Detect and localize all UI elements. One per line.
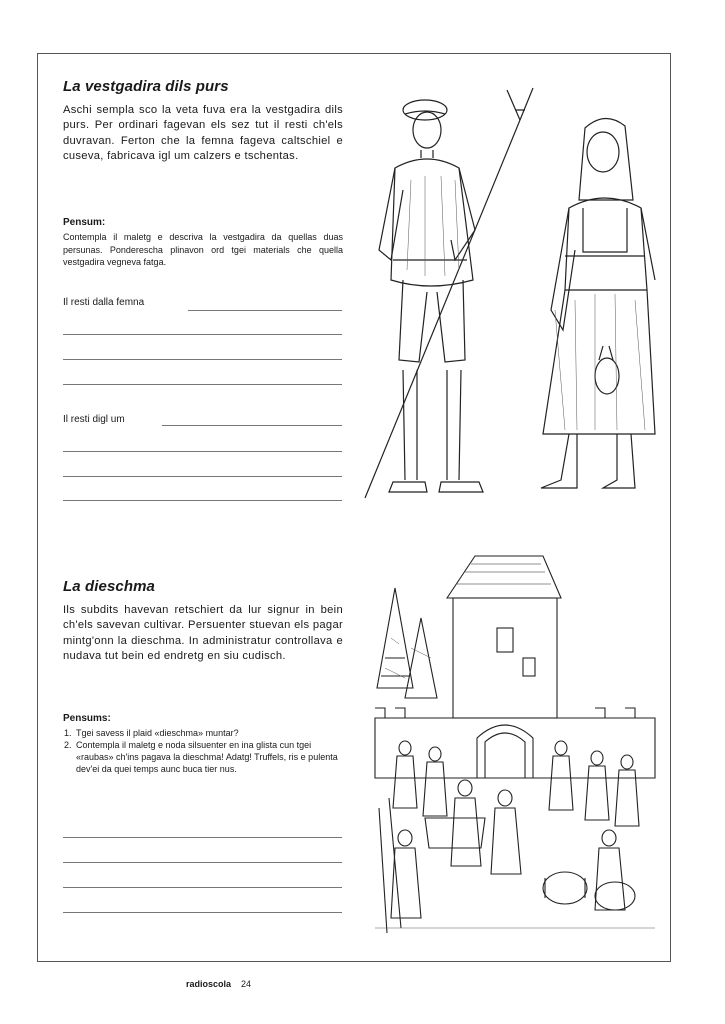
section-clothing [63, 78, 343, 165]
answer-line[interactable] [63, 862, 342, 863]
task-heading-clothing: Pensum: [63, 217, 106, 228]
answer-line[interactable] [63, 451, 342, 452]
page-number: 24 [241, 979, 252, 989]
answer-line[interactable] [63, 837, 342, 838]
answer-line[interactable] [63, 384, 342, 385]
task-text-clothing: Contempla il maletg e descriva la vestgadira da quellas duas persunas. Ponderescha plinavon ord tgei materials che quella vestgadira vegneva fatga. [63, 232, 343, 267]
task-heading-tithe: Pensums: [63, 713, 111, 724]
page-footer [186, 979, 251, 989]
answer-line[interactable] [162, 425, 342, 426]
answer-label-woman: Il resti dalla femna [63, 297, 145, 308]
answer-line[interactable] [63, 912, 342, 913]
answer-line[interactable] [63, 334, 342, 335]
answer-line[interactable] [63, 887, 342, 888]
illustration-tithe-scene [365, 548, 660, 938]
answer-line[interactable] [63, 476, 342, 477]
task-item: 1. Tgei savess il plaid «dieschma» muntar? [74, 727, 343, 739]
illustration-peasant-couple [355, 80, 665, 520]
footer-brand: radioscola [186, 979, 232, 989]
answer-line[interactable] [63, 359, 342, 360]
answer-label-man: Il resti digl um [63, 414, 125, 425]
answer-line[interactable] [63, 500, 342, 501]
section-title-tithe: La dieschma [63, 578, 155, 595]
task-item: 2. Contempla il maletg e noda silsuenter en ina glista cun tgei «raubas» ch'ins pagava la dieschma! Adatg! Truffels, ris e pulenta dev'ei da quei temps aunc buca tier nus. [74, 739, 343, 775]
task-block-clothing [63, 217, 343, 269]
answer-line[interactable] [188, 310, 342, 311]
task-block-tithe [63, 713, 343, 775]
task-list-tithe [63, 727, 343, 775]
section-tithe [63, 578, 343, 665]
section-intro-clothing: Aschi sempla sco la veta fuva era la vestgadira dils purs. Per ordinari fagevan els sez tut il resti ch'els duvravan. Ferton che la femna fageva caltschiel e cuseva, fabricava igl um calzers e tschentas. [63, 104, 343, 163]
section-title-clothing: La vestgadira dils purs [63, 78, 229, 95]
section-intro-tithe: Ils subdits havevan retschiert da lur signur in bein ch'els savevan cultivar. Persuenter stuevan els pagar mintg'onn la dieschma. In administratur controllava e nudava tut bein ed endretg en siu cudisch. [63, 604, 343, 663]
